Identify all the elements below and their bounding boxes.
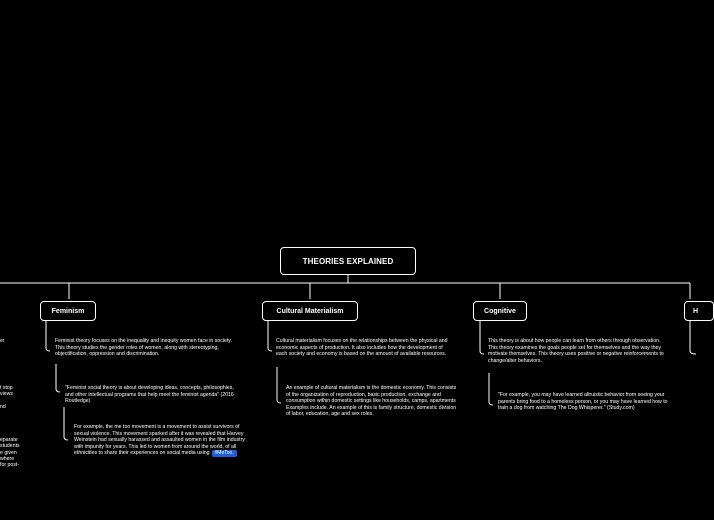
cultural-materialism-note-definition: Cultural materialism focuses on the relationships between the physical and economic aspects of production. It also includes how the development of each society and economy is based on the amount of available resources. (276, 338, 448, 358)
left-fragment-7: e given (0, 450, 17, 456)
topic-feminism-label: Feminism (51, 307, 85, 315)
root-node-theories-explained[interactable] (280, 247, 416, 275)
topic-cognitive-label: Cognitive (484, 307, 516, 315)
topic-right-partial-clip (684, 301, 699, 321)
left-fragment-9: for post- (0, 462, 20, 468)
topic-feminism[interactable] (40, 301, 96, 321)
left-fragment-5: eparate (0, 437, 18, 443)
cultural-materialism-note-example: An example of cultural materialism is the domestic economy. This consists of the organization of reproduction, basic production, exchange and consumption within domestic settings like households, camps, apartments Examples include. An example of this is family structure, domestic division of labor, education, age and sex roles. (286, 385, 457, 418)
root-label: THEORIES EXPLAINED (302, 256, 394, 266)
feminism-note-definition: Feminist theory focuses on the inequality and inequity women face in society. This theory studies the gender roles of women, along with stereotyping, objectification, oppression and discrimination. (55, 338, 232, 358)
cognitive-note-definition: This theory is about how people can learn from others through observation. This theory examines the goals people set for themselves and the way they motivate themselves. This theory uses positive or negative reinforcements to change/alter behaviors. (488, 338, 664, 364)
cognitive-note-example: "For example, you may have learned altruistic behavior from seeing your parents bring food to a homeless person, or you may have learned how to train a dog from watching The Dog Whisperer." (Study.com) (498, 392, 668, 412)
left-fragment-4: nd (0, 404, 6, 410)
metoo-hashtag-tag[interactable]: #MeToo. (212, 450, 237, 457)
left-fragment-6: students (0, 443, 20, 449)
topic-right-partial[interactable] (684, 301, 714, 321)
left-fragment-8: where (0, 456, 15, 462)
feminism-note-quote: "Feminist social theory is about developing ideas, concepts, philosophies, and other intellectual programs that help meet the feminist agenda" (2016 Routledge) (65, 385, 234, 405)
left-fragment-3: views (0, 391, 13, 397)
left-fragment-2: t stop (0, 385, 13, 391)
left-fragment-1: er (0, 338, 5, 344)
topic-cultural-materialism-label: Cultural Materialism (276, 307, 344, 315)
feminism-example-text: For example, the me too movement is a movement to assist survivors of sexual violence. This movement sparked after it was revealed that Harvey Weinstein had sexually harassed and assaulted women in the film industry with impunity for years. This led to women from around the world, of all ethnicities to share their experiences on social media using (74, 424, 245, 457)
topic-cognitive[interactable] (473, 301, 527, 321)
feminism-note-example (74, 424, 250, 457)
topic-cultural-materialism[interactable] (262, 301, 358, 321)
topic-right-partial-label: H (693, 307, 699, 315)
